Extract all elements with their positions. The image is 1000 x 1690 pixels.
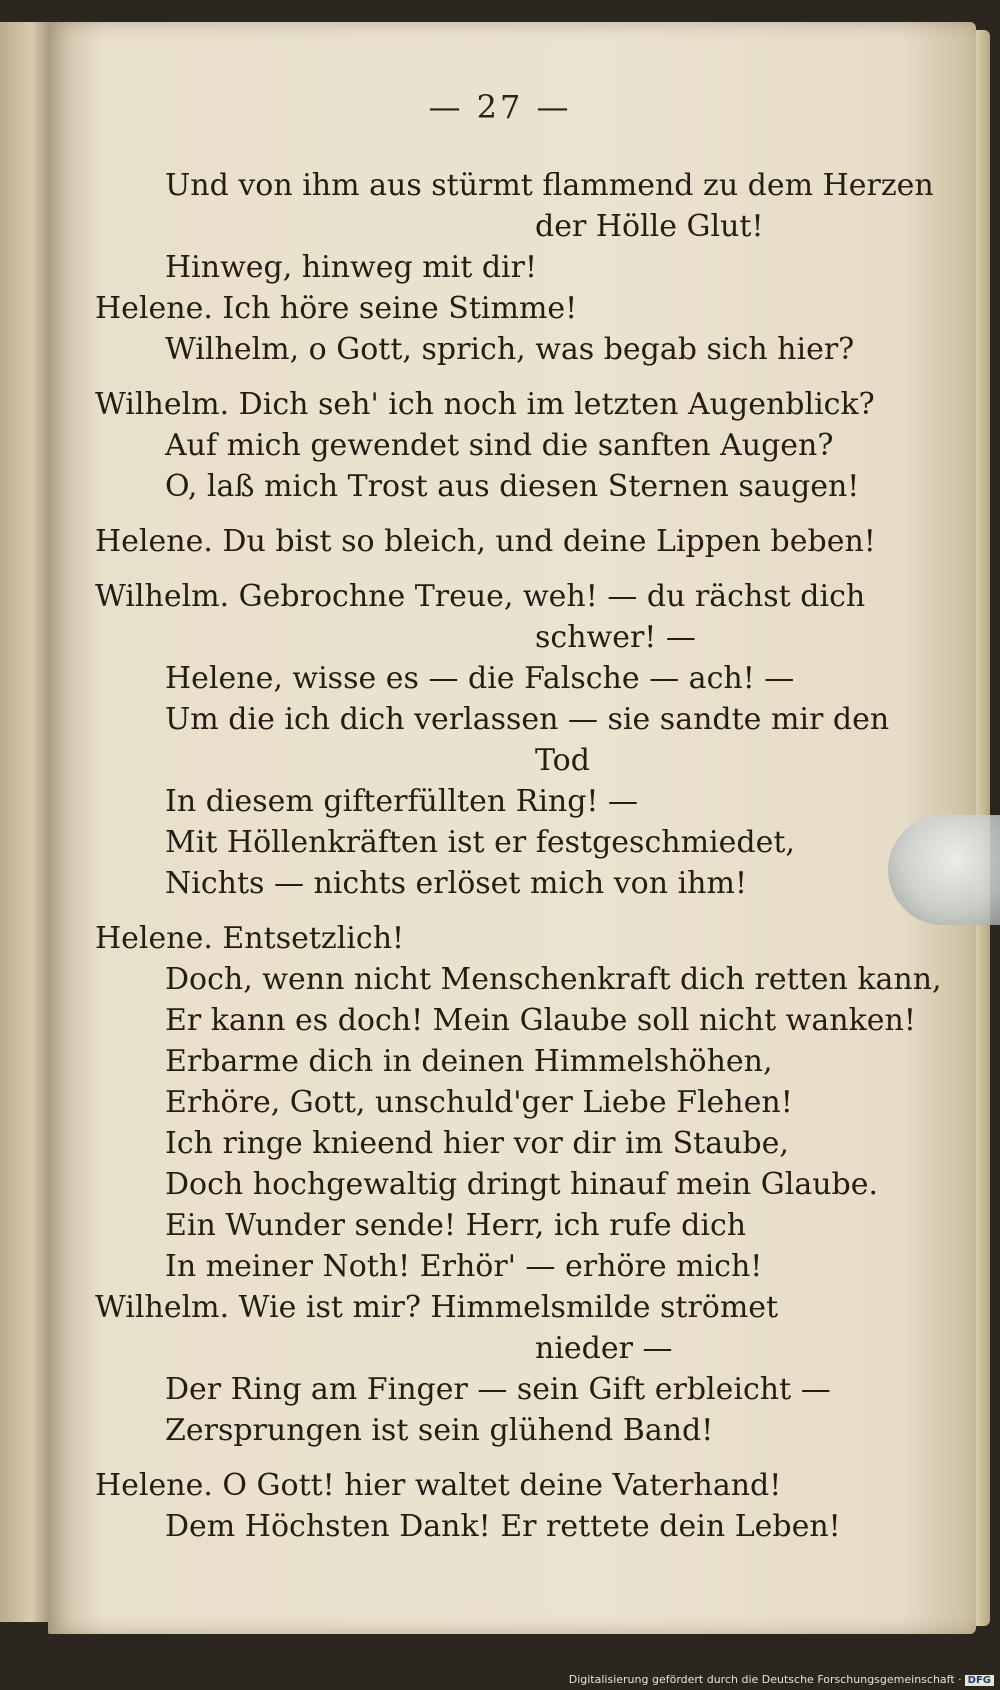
text-line: In diesem gifterfüllten Ring! — — [165, 784, 639, 819]
book-clip — [888, 815, 1000, 925]
text-line: Er kann es doch! Mein Glaube soll nicht wanken! — [165, 1003, 916, 1038]
text-line: Ein Wunder sende! Herr, ich rufe dich — [165, 1208, 747, 1243]
speaker-line: Helene. Du bist so bleich, und deine Lippen beben! — [95, 524, 876, 559]
speaker-line: Helene. O Gott! hier waltet deine Vaterhand! — [95, 1468, 782, 1503]
text-line: Mit Höllenkräften ist er festgeschmiedet, — [165, 825, 795, 860]
text-line: der Hölle Glut! — [535, 209, 764, 244]
speaker-line: Wilhelm. Dich seh' ich noch im letzten Augenblick? — [95, 387, 875, 422]
text-line: Auf mich gewendet sind die sanften Augen? — [165, 428, 834, 463]
speaker-line: Wilhelm. Wie ist mir? Himmelsmilde strömet — [95, 1290, 779, 1325]
page-number: — 27 — — [428, 88, 572, 126]
digitization-footer — [569, 1673, 994, 1686]
text-line: O, laß mich Trost aus diesen Sternen saugen! — [165, 469, 860, 504]
footer-text: Digitalisierung gefördert durch die Deutsche Forschungsgemeinschaft · — [568, 1673, 962, 1686]
text-line: Hinweg, hinweg mit dir! — [165, 250, 538, 285]
text-line: Wilhelm, o Gott, sprich, was begab sich hier? — [165, 332, 855, 367]
text-line: schwer! — — [535, 620, 696, 655]
text-line: Um die ich dich verlassen — sie sandte mir den — [165, 702, 890, 737]
text-line: Doch hochgewaltig dringt hinauf mein Glaube. — [165, 1167, 879, 1202]
text-line: Helene, wisse es — die Falsche — ach! — — [165, 661, 795, 696]
text-line: Der Ring am Finger — sein Gift erbleicht — — [165, 1372, 831, 1407]
text-line: In meiner Noth! Erhör' — erhöre mich! — [165, 1249, 763, 1284]
text-line: Dem Höchsten Dank! Er rettete dein Leben! — [165, 1509, 841, 1544]
text-line: nieder — — [535, 1331, 673, 1366]
text-line: Tod — [535, 743, 590, 778]
text-line: Nichts — nichts erlöset mich von ihm! — [165, 866, 747, 901]
speaker-line: Helene. Ich höre seine Stimme! — [95, 291, 578, 326]
dfg-logo: DFG — [965, 1675, 994, 1686]
text-line: Erbarme dich in deinen Himmelshöhen, — [165, 1044, 773, 1079]
adjacent-page-edge — [0, 22, 52, 1622]
text-line: Ich ringe knieend hier vor dir im Staube, — [165, 1126, 789, 1161]
text-line: Und von ihm aus stürmt flammend zu dem Herzen — [165, 168, 934, 203]
speaker-line: Wilhelm. Gebrochne Treue, weh! — du rächst dich — [95, 579, 866, 614]
text-line: Doch, wenn nicht Menschenkraft dich retten kann, — [165, 962, 942, 997]
play-text — [95, 165, 942, 1547]
text-line: Erhöre, Gott, unschuld'ger Liebe Flehen! — [165, 1085, 793, 1120]
speaker-line: Helene. Entsetzlich! — [95, 921, 405, 956]
text-line: Zersprungen ist sein glühend Band! — [165, 1413, 714, 1448]
